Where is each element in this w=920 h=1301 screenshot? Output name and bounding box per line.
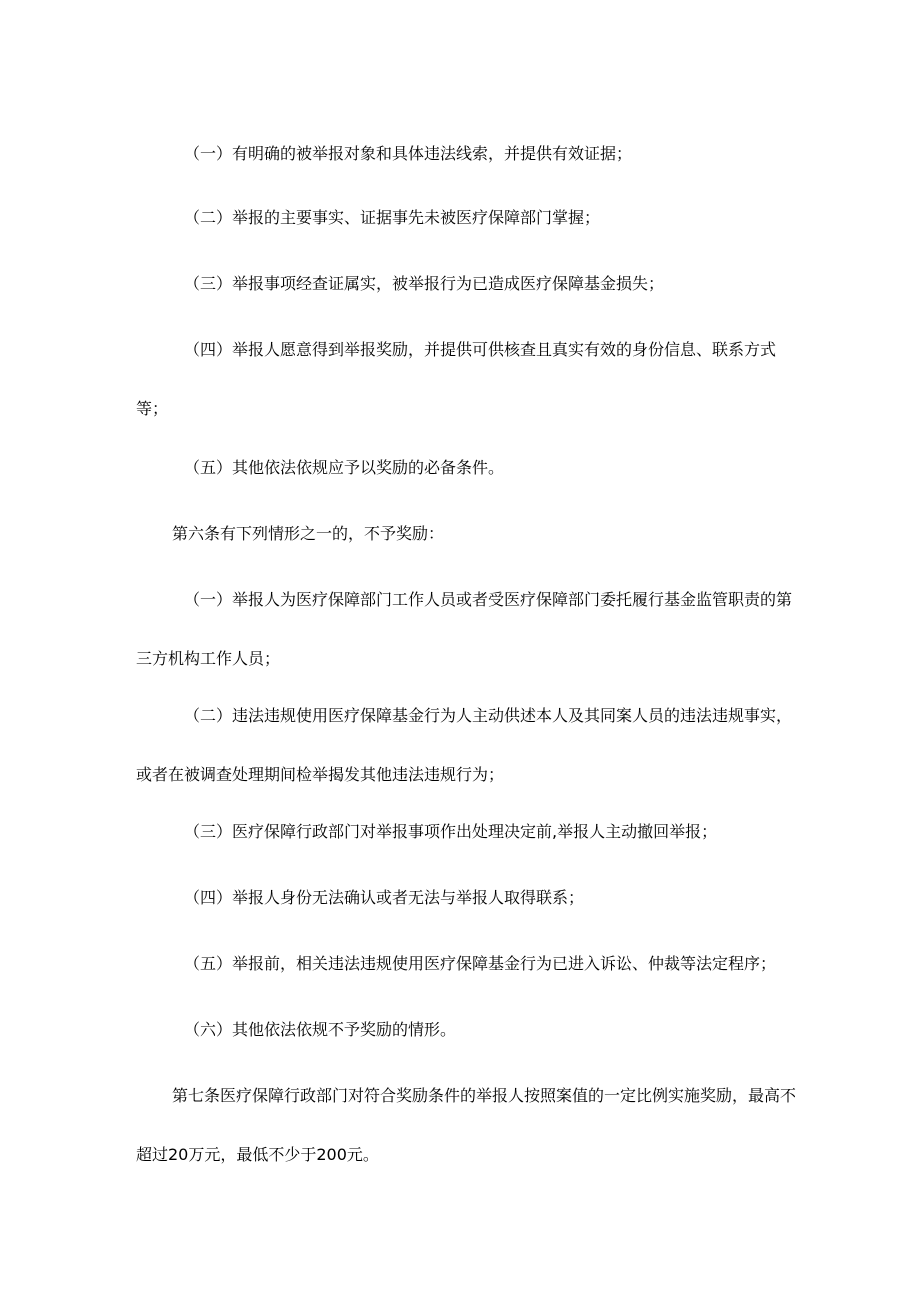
paragraph-no-reward-6: （六）其他依法依规不予奖励的情形。 — [184, 1020, 457, 1039]
paragraph-reward-condition-4: （四）举报人愿意得到举报奖励，并提供可供核查且真实有效的身份信息、联系方式等； — [136, 340, 777, 418]
paragraph-no-reward-3: （三）医疗保障行政部门对举报事项作出处理决定前,举报人主动撤回举报； — [184, 822, 718, 841]
paragraph-reward-condition-1: （一）有明确的被举报对象和具体违法线索，并提供有效证据； — [184, 144, 633, 163]
paragraph-no-reward-4: （四）举报人身份无法确认或者无法与举报人取得联系； — [184, 888, 585, 907]
paragraph-no-reward-5: （五）举报前，相关违法违规使用医疗保障基金行为已进入诉讼、仲裁等法定程序； — [184, 954, 777, 973]
article-6-heading: 第六条有下列情形之一的，不予奖励： — [172, 524, 445, 543]
paragraph-reward-condition-3: （三）举报事项经查证属实，被举报行为已造成医疗保障基金损失； — [184, 274, 665, 293]
article-7-paragraph: 第七条医疗保障行政部门对符合奖励条件的举报人按照案值的一定比例实施奖励，最高不超过20万元，最低不少于200元。 — [136, 1086, 797, 1164]
paragraph-no-reward-1: （一）举报人为医疗保障部门工作人员或者受医疗保障部门委托履行基金监管职责的第三方机构工作人员； — [136, 590, 793, 668]
paragraph-reward-condition-5: （五）其他依法依规应予以奖励的必备条件。 — [184, 458, 505, 477]
paragraph-reward-condition-2: （二）举报的主要事实、证据事先未被医疗保障部门掌握； — [184, 208, 601, 227]
paragraph-no-reward-2: （二）违法违规使用医疗保障基金行为人主动供述本人及其同案人员的违法违规事实，或者在被调查处理期间检举揭发其他违法违规行为； — [136, 706, 793, 784]
